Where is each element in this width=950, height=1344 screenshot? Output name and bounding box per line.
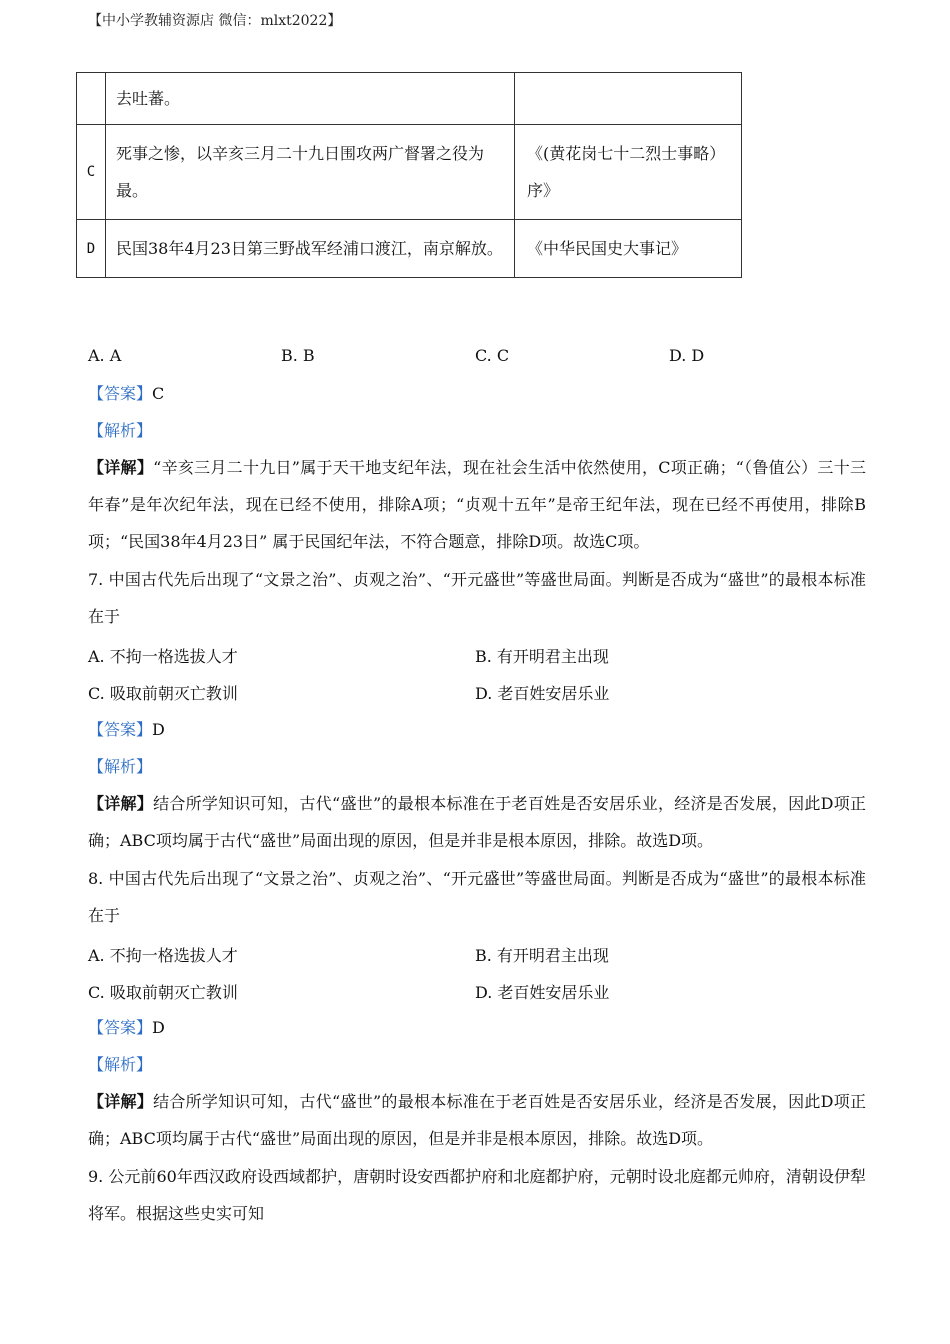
answer-value: D [152,1018,165,1037]
detail-tag: 【详解】 [88,458,154,477]
q7-answer [88,711,868,748]
row-source: 《(黄花岗七十二烈士事略）序》 [515,125,742,220]
q6-option-b: B. B [281,346,315,365]
detail-text: 结合所学知识可知，古代“盛世”的最根本标准在于老百姓是否安居乐业，经济是否发展，因此D项正确；ABC项均属于古代“盛世”局面出现的原因，但是并非是根本原因，排除。故选D项。 [88,1092,866,1148]
detail-tag: 【详解】 [88,1092,154,1111]
row-text: 去吐蕃。 [106,73,515,125]
row-text: 死事之惨，以辛亥三月二十九日围攻两广督署之役为最。 [106,125,515,220]
q8-analysis [88,1046,868,1083]
q6-answer [88,375,868,412]
analysis-tag: 【解析】 [88,421,153,440]
q9-stem: 9. 公元前60年西汉政府设西域都护，唐朝时设安西都护府和北庭都护府，元朝时设北庭都元帅府，清朝设伊犁将军。根据这些史实可知 [88,1167,866,1223]
q6-option-a: A. A [88,346,122,365]
q6-detail [88,449,866,560]
q7-option-b: B. 有开明君主出现 [475,647,609,666]
q8-detail [88,1083,866,1157]
answer-tag: 【答案】 [88,384,153,403]
q8-option-a: A. 不拘一格选拔人才 [88,946,238,965]
q7-stem: 7. 中国古代先后出现了“文景之治”、贞观之治”、“开元盛世”等盛世局面。判断是否成为“盛世”的最根本标准在于 [88,570,866,626]
row-label: D [77,220,106,278]
q6-option-c: C. C [475,346,510,365]
q8-option-d: D. 老百姓安居乐业 [475,983,610,1002]
q7-option-c: C. 吸取前朝灭亡教训 [88,684,238,703]
table-row [77,125,742,220]
table-row [77,220,742,278]
row-source: 《中华民国史大事记》 [515,220,742,278]
q8-stem: 8. 中国古代先后出现了“文景之治”、贞观之治”、“开元盛世”等盛世局面。判断是否成为“盛世”的最根本标准在于 [88,869,866,925]
q8-option-c: C. 吸取前朝灭亡教训 [88,983,238,1002]
row-label: C [77,125,106,220]
q8-answer [88,1009,868,1046]
row-source [515,73,742,125]
answer-value: D [152,720,165,739]
answer-tag: 【答案】 [88,720,153,739]
q7-option-d: D. 老百姓安居乐业 [475,684,610,703]
q8-option-b: B. 有开明君主出现 [475,946,609,965]
detail-tag: 【详解】 [88,794,154,813]
q6-analysis [88,412,868,449]
page-header: 【中小学教辅资源店 微信：mlxt2022】 [88,13,342,29]
q7-option-a: A. 不拘一格选拔人才 [88,647,238,666]
answer-value: C [152,384,165,403]
q7-analysis [88,748,868,785]
answer-tag: 【答案】 [88,1018,153,1037]
table-row [77,73,742,125]
row-label [77,73,106,125]
q6-option-d: D. D [669,346,705,365]
row-text: 民国38年4月23日第三野战军经浦口渡江，南京解放。 [106,220,515,278]
source-table [76,72,742,278]
analysis-tag: 【解析】 [88,757,153,776]
detail-text: 结合所学知识可知，古代“盛世”的最根本标准在于老百姓是否安居乐业，经济是否发展，因此D项正确；ABC项均属于古代“盛世”局面出现的原因，但是并非是根本原因，排除。故选D项。 [88,794,866,850]
detail-text: “辛亥三月二十九日”属于天干地支纪年法，现在社会生活中依然使用，C项正确；“（鲁值公）三十三年春”是年次纪年法，现在已经不使用，排除A项；“贞观十五年”是帝王纪年法，现在已经不再使用，排除B项；“民国38年4月23日” 属于民国纪年法，不符合题意，排除D项。故选C项。 [88,458,866,551]
q7-detail [88,785,866,859]
analysis-tag: 【解析】 [88,1055,153,1074]
